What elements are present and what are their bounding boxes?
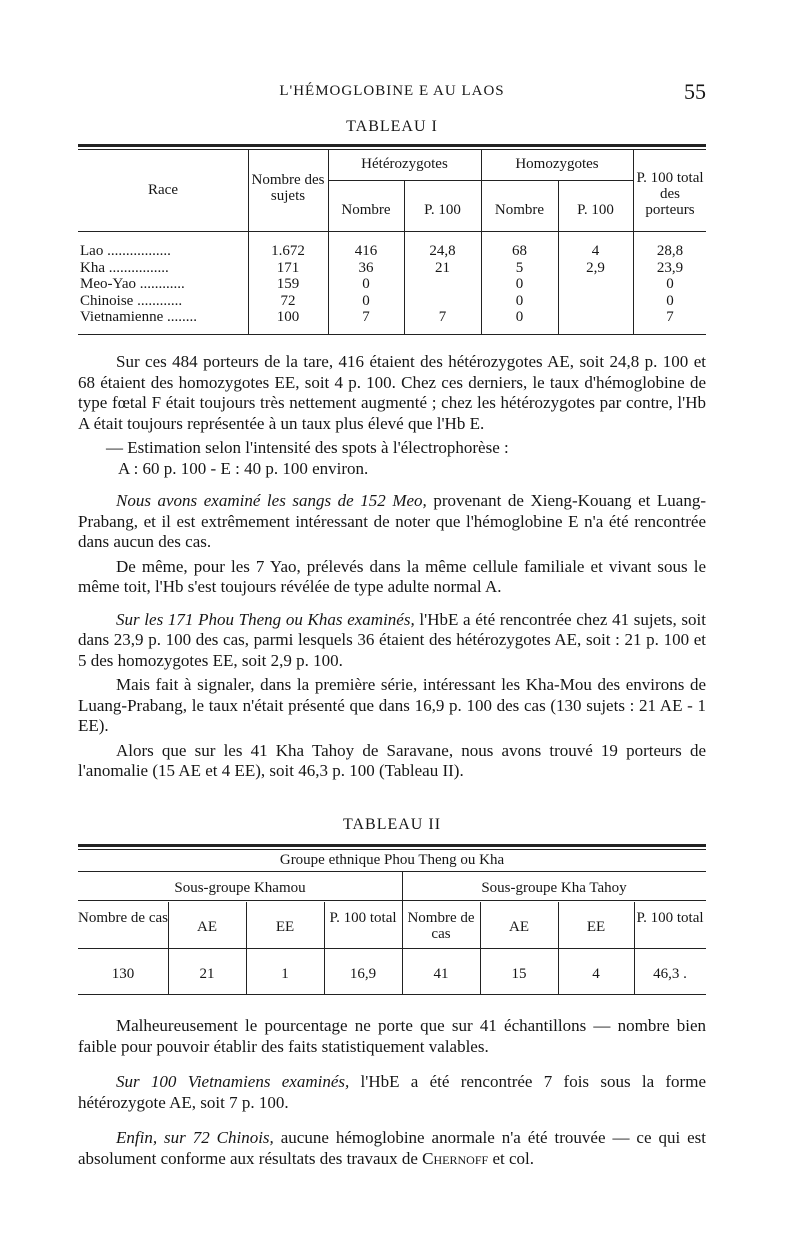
t1-header-het-p100: P. 100 (424, 202, 461, 218)
t2-h-cas-2: Nombre de cas (407, 910, 475, 942)
t2-khamou-ee: 1 (281, 966, 289, 982)
t1-col-het-p (404, 243, 481, 326)
cell: 36 (358, 259, 374, 276)
t1-col-total (636, 243, 704, 326)
t2-rule (78, 871, 706, 872)
table1-header-rule (78, 231, 706, 232)
table-row: Vietnamienne ........ (80, 309, 197, 325)
cell: 7 (666, 309, 674, 325)
paragraph: A : 60 p. 100 - E : 40 p. 100 environ. (118, 458, 369, 478)
table1-top-rule-thin (78, 149, 706, 150)
t1-vline (248, 149, 249, 334)
italic-text: Sur 100 Vietnamiens examinés, (116, 1072, 350, 1091)
paragraph: Malheureusement le pourcentage ne porte que sur 41 échantillons — nombre bien faible pour pouvoir établir des faits statistiquement valables. (78, 1016, 706, 1056)
paragraph: De même, pour les 7 Yao, prélevés dans la même cellule familiale et vivant sous le même toit, l'Hb s'est toujours révélée de type adulte normal A. (78, 556, 706, 596)
t1-vline (633, 149, 634, 334)
t1-col-race (80, 243, 240, 326)
text: l'HbE a été rencontrée chez 41 sujets, soit dans 23,9 p. 100 des cas, parmi lesquels 36 étaient des hétérozygotes AE, soit : 21 p. 100 et 5 des homozygotes EE, soit 2,9 p. 100. (78, 609, 706, 670)
cell: 159 (276, 276, 300, 292)
cell: 24,8 (429, 243, 456, 259)
author-name: Chernoff (422, 1148, 489, 1168)
t1-hline (328, 180, 481, 181)
paragraph (78, 610, 706, 672)
t1-header-total: P. 100 total des porteurs (636, 170, 704, 218)
t1-header-nombre-sujets: Nombre des sujets (251, 172, 325, 204)
t2-tahoy-total: 46,3 . (653, 966, 687, 982)
t2-h-total-2: P. 100 total (636, 910, 704, 926)
t1-header-hom-p100: P. 100 (577, 202, 614, 218)
italic-text: Sur les 171 Phou Theng ou Khas examinés, (116, 609, 415, 629)
t2-h-ee-1: EE (275, 919, 295, 935)
table1-top-rule (78, 144, 706, 147)
cell: 0 (515, 276, 524, 292)
t2-sub1-header: Sous-groupe Khamou (174, 880, 306, 896)
paragraph: Alors que sur les 41 Kha Tahoy de Saravane, nous avons trouvé 19 porteurs de l'anomalie (15 AE et 4 EE), soit 46,3 p. 100 (Tableau II). (78, 740, 706, 780)
cell (404, 293, 481, 310)
t1-header-hom-nombre: Nombre (494, 202, 545, 218)
paragraph: — Estimation selon l'intensité des spots à l'électrophorèse : (106, 438, 509, 457)
t2-h-total-1: P. 100 total (329, 910, 397, 926)
cell: 100 (276, 309, 300, 325)
text: l'HbE a été rencontrée 7 fois sous la forme hétérozygote AE, soit 7 p. 100. (78, 1072, 706, 1112)
t2-top-rule (78, 844, 706, 847)
cell: 2,9 (586, 259, 605, 276)
t1-header-race: Race (148, 182, 178, 198)
t2-tahoy-ee: 4 (592, 966, 600, 982)
t1-header-het-nombre: Nombre (341, 202, 391, 218)
t2-top-rule-thin (78, 849, 706, 850)
cell: 416 (354, 243, 378, 259)
cell: 0 (666, 292, 674, 309)
body-text (78, 352, 706, 782)
paragraph (78, 491, 706, 553)
cell: 1.672 (271, 243, 305, 259)
cell: 7 (362, 309, 370, 325)
t2-bottom-rule (78, 994, 706, 995)
italic-text: Enfin, sur 72 Chinois, (116, 1128, 274, 1147)
t2-tahoy-ae: 15 (511, 966, 527, 982)
cell: 4 (591, 243, 600, 259)
table-row: Chinoise ............ (80, 292, 183, 309)
t2-h-cas-1: Nombre de cas (78, 910, 168, 926)
cell: 5 (515, 259, 524, 276)
cell: 171 (276, 259, 300, 276)
italic-text: Nous avons examiné les sangs de 152 Meo, (116, 491, 427, 510)
t2-h-ae-1: AE (197, 919, 217, 935)
text: provenant de Xieng-Kouang et Luang-Prabang, et il est extrêmement intéressant de noter que l'hémoglobine E n'a été rencontrée dans aucun des cas. (78, 491, 706, 551)
t2-khamou-cas: 130 (111, 966, 135, 982)
cell: 0 (515, 309, 524, 325)
table1 (78, 144, 706, 336)
table-row: Kha ................ (80, 259, 169, 276)
cell: 0 (515, 292, 524, 309)
cell: 0 (362, 292, 370, 309)
page-number: 55 (684, 79, 706, 104)
t1-header-heterozygotes: Hétérozygotes (361, 156, 448, 172)
cell: 23,9 (656, 259, 684, 276)
t1-col-sujets (250, 243, 326, 326)
t2-group-header: Groupe ethnique Phou Theng ou Kha (279, 852, 505, 868)
t2-rule (78, 948, 706, 949)
table2 (78, 844, 706, 996)
table2-caption: TABLEAU II (342, 816, 442, 833)
cell: 21 (435, 259, 450, 276)
t1-col-hom-n (481, 243, 558, 326)
table1-bottom-rule (78, 334, 706, 335)
cell: 7 (438, 309, 447, 325)
t2-khamou-ae: 21 (199, 966, 215, 982)
t1-col-het-n (328, 243, 404, 326)
table-row: Lao ................. (80, 243, 171, 259)
page-header (78, 79, 706, 105)
paragraph: Sur ces 484 porteurs de la tare, 416 étaient des hétérozygotes AE, soit 24,8 p. 100 et 68 étaient des homozygotes EE, soit 4 p. 100. Chez ces derniers, le taux d'hémoglobine de type fœtal F était toujours très nettement augmenté ; chez les hétérozygotes par contre, l'Hb A était toujours représentée à un taux plus élevé que l'Hb E. (78, 352, 706, 433)
cell: 0 (666, 276, 674, 292)
t2-tahoy-cas: 41 (433, 966, 449, 982)
cell: 68 (512, 243, 527, 259)
running-title: L'HÉMOGLOBINE E AU LAOS (279, 83, 505, 99)
text: aucune hémoglobine anormale n'a été trouvée — ce qui est absolument conforme aux résultats des travaux de (78, 1128, 706, 1168)
footer-text (78, 1016, 706, 1169)
t2-sub2-header: Sous-groupe Kha Tahoy (481, 880, 627, 896)
t2-h-ee-2: EE (586, 919, 606, 935)
t2-khamou-total: 16,9 (349, 966, 377, 982)
paragraph: Mais fait à signaler, dans la première série, intéressant les Kha-Mou des environs de Luang-Prabang, le taux n'était présenté que dans 16,9 p. 100 des cas (130 sujets : 21 AE - 1 EE). (78, 675, 706, 735)
cell: 72 (280, 292, 296, 309)
table-row: Meo-Yao ............ (80, 276, 185, 292)
cell: 28,8 (656, 243, 684, 259)
paragraph (78, 1128, 706, 1169)
t2-rule (78, 900, 706, 901)
t1-hline (481, 180, 633, 181)
cell: 0 (362, 276, 370, 292)
cell (404, 276, 481, 293)
t2-h-ae-2: AE (509, 919, 529, 935)
t1-header-homozygotes: Homozygotes (515, 156, 599, 172)
t1-col-hom-p (558, 243, 633, 276)
paragraph (78, 1072, 706, 1113)
table1-caption: TABLEAU I (346, 118, 438, 135)
text: et col. (488, 1148, 534, 1168)
